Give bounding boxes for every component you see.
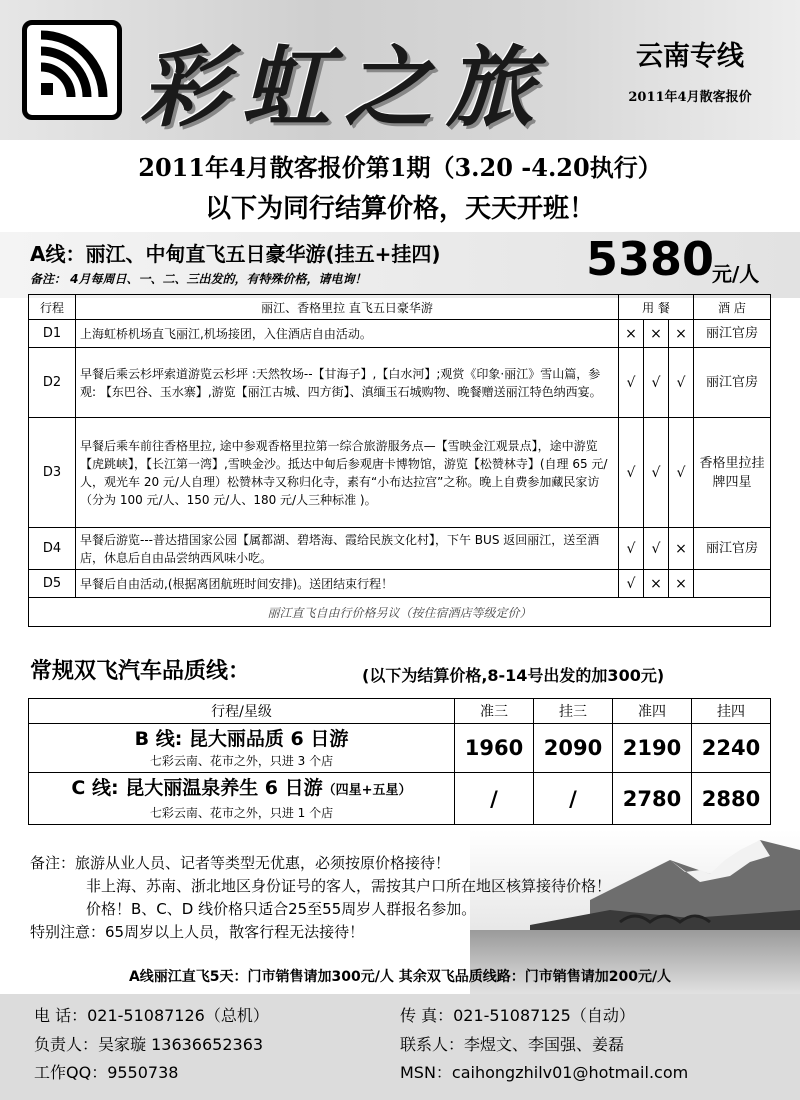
meal-dinner: √: [669, 418, 694, 528]
line-bc-subtitle: (以下为结算价格,8-14号出发的加300元): [362, 666, 665, 685]
meal-lunch: √: [644, 418, 669, 528]
line-bc-title: 常规双飞汽车品质线：: [30, 659, 251, 684]
region-label: 云南专线: [636, 41, 744, 72]
main-subtitle: 以下为同行结算价格，天天开班！: [204, 194, 595, 224]
row-day: D4: [29, 528, 76, 570]
meal-lunch: ×: [644, 320, 669, 348]
meal-dinner: √: [669, 348, 694, 418]
header-route-star: 行程/星级: [29, 699, 455, 724]
row-day: D1: [29, 320, 76, 348]
route-name-text: C 线: 昆大丽温泉养生 6 日游: [71, 777, 323, 799]
logo: [22, 20, 122, 120]
phone: 电 话：021-51087126（总机）: [34, 1006, 269, 1025]
row-day: D2: [29, 348, 76, 418]
fax: 传 真：021-51087125（自动）: [400, 1006, 635, 1025]
header-meals: 用 餐: [619, 295, 694, 320]
line-a-title: A线：丽江、中甸直飞五日豪华游(挂五+挂四): [30, 242, 441, 266]
meal-breakfast: √: [619, 418, 644, 528]
table-row: [29, 348, 771, 418]
line-a-note: 备注： 4月每周日、一、二、三出发的，有特殊价格，请电询！: [30, 272, 367, 286]
meal-lunch: ×: [644, 570, 669, 598]
table-row: [29, 570, 771, 598]
row-hotel: 香格里拉挂牌四星: [694, 418, 771, 528]
row-desc: 早餐后游览---普达措国家公园【属都湖、碧塔海、霞给民族文化村】，下午 BUS 返回丽江，送至酒店，休息后自由品尝纳西风味小吃。: [76, 528, 619, 570]
row-desc: 早餐后乘车前往香格里拉, 途中参观香格里拉第一综合旅游服务点—【雪映金江观景点】，途中游览【虎跳峡】，【长江第一湾】,雪映金沙。抵达中甸后参观唐卡博物馆，游览【松赞林寺】(自理 65 元/人，观光车 20 元/人自理）松赞林寺又称归化寺，素有“小布达拉宫”之称。晚上自费参加藏民家访（分为 100 元/人、150 元/人、180 元/人三种标准 )。: [76, 418, 619, 528]
header-gua3: 挂三: [534, 699, 613, 724]
price-zhun4: 2780: [613, 773, 692, 825]
table-header-row: [29, 699, 771, 724]
note-line: 非上海、苏南、浙北地区身份证号的客人，需按其户口所在地区核算接待价格！: [86, 877, 612, 895]
meal-breakfast: √: [619, 570, 644, 598]
brand-title: 彩虹之旅: [140, 35, 549, 139]
price-gua3: /: [534, 773, 613, 825]
msn: MSN：caihongzhilv01@hotmail.com: [400, 1063, 689, 1082]
table-row: [29, 320, 771, 348]
retail-surcharge-note: A线丽江直飞5天：门市销售请加300元/人 其余双飞品质线路：门市销售请加200元/人: [128, 969, 672, 985]
header-gua4: 挂四: [692, 699, 771, 724]
row-hotel: 丽江官房: [694, 320, 771, 348]
row-desc: 上海虹桥机场直飞丽江,机场接团，入住酒店自由活动。: [76, 320, 619, 348]
table-row: [29, 528, 771, 570]
table-row: [29, 724, 771, 773]
row-hotel: 丽江官房: [694, 528, 771, 570]
notes-block: [30, 852, 611, 944]
header-subtitle: 2011年4月散客报价: [628, 90, 752, 105]
route-star-note: （四星+五星）: [322, 783, 412, 798]
meal-breakfast: ×: [619, 320, 644, 348]
price-zhun3: /: [455, 773, 534, 825]
row-desc: 早餐后自由活动,(根据离团航班时间安排)。送团结束行程！: [76, 570, 619, 598]
row-hotel: [694, 570, 771, 598]
table-footnote: 丽江直飞自由行价格另议（按住宿酒店等级定价）: [29, 598, 771, 627]
route-name: B 线: 昆大丽品质 6 日游: [134, 728, 349, 750]
line-a-price: 5380: [586, 232, 715, 286]
route-cell: [29, 724, 455, 773]
row-hotel: 丽江官房: [694, 348, 771, 418]
line-a-itinerary-table: [28, 294, 771, 627]
price-zhun4: 2190: [613, 724, 692, 773]
row-day: D3: [29, 418, 76, 528]
note-line: 备注：旅游从业人员、记者等类型无优惠，必须按原价格接待！: [30, 854, 451, 872]
meal-dinner: ×: [669, 570, 694, 598]
route-note: 七彩云南、花市之外，只进 1 个店: [149, 806, 334, 820]
route-note: 七彩云南、花市之外，只进 3 个店: [149, 754, 334, 768]
meal-breakfast: √: [619, 348, 644, 418]
route-name: [29, 773, 454, 804]
line-a-price-unit: 元/人: [712, 262, 760, 286]
header-schedule: 行程: [29, 295, 76, 320]
meal-lunch: √: [644, 528, 669, 570]
header-zhun3: 准三: [455, 699, 534, 724]
price-gua4: 2880: [692, 773, 771, 825]
price-gua3: 2090: [534, 724, 613, 773]
rainbow-logo-icon: [27, 25, 117, 115]
meal-dinner: ×: [669, 528, 694, 570]
line-bc-price-table: [28, 698, 771, 825]
note-line: 特别注意：65周岁以上人员，散客行程无法接待！: [30, 923, 365, 941]
contact-persons: 联系人：李煜文、李国强、姜磊: [400, 1035, 625, 1054]
price-zhun3: 1960: [455, 724, 534, 773]
row-desc: 早餐后乘云杉坪索道游览云杉坪 :天然牧场--【甘海子】,【白水河】;观赏《印象·丽江》雪山篇，参观: 【东巴谷、玉水寨】,游览【丽江古城、四方街】、滇缅玉石城购物、晚餐赠送丽江特色纳西宴。: [76, 348, 619, 418]
header-route: 丽江、香格里拉 直飞五日豪华游: [76, 295, 619, 320]
meal-dinner: ×: [669, 320, 694, 348]
table-row: [29, 773, 771, 825]
meal-lunch: √: [644, 348, 669, 418]
manager: 负责人：吴家璇 13636652363: [34, 1035, 264, 1054]
route-cell: [29, 773, 455, 825]
row-day: D5: [29, 570, 76, 598]
header-hotel: 酒 店: [694, 295, 771, 320]
note-line: 价格！B、C、D 线价格只适合25至55周岁人群报名参加。: [86, 900, 477, 918]
header-zhun4: 准四: [613, 699, 692, 724]
qq: 工作QQ：9550738: [34, 1063, 179, 1082]
meal-breakfast: √: [619, 528, 644, 570]
table-row: [29, 418, 771, 528]
price-gua4: 2240: [692, 724, 771, 773]
table-footnote-row: [29, 598, 771, 627]
table-header-row: [29, 295, 771, 320]
main-title: 2011年4月散客报价第1期（3.20 -4.20执行）: [138, 153, 662, 182]
